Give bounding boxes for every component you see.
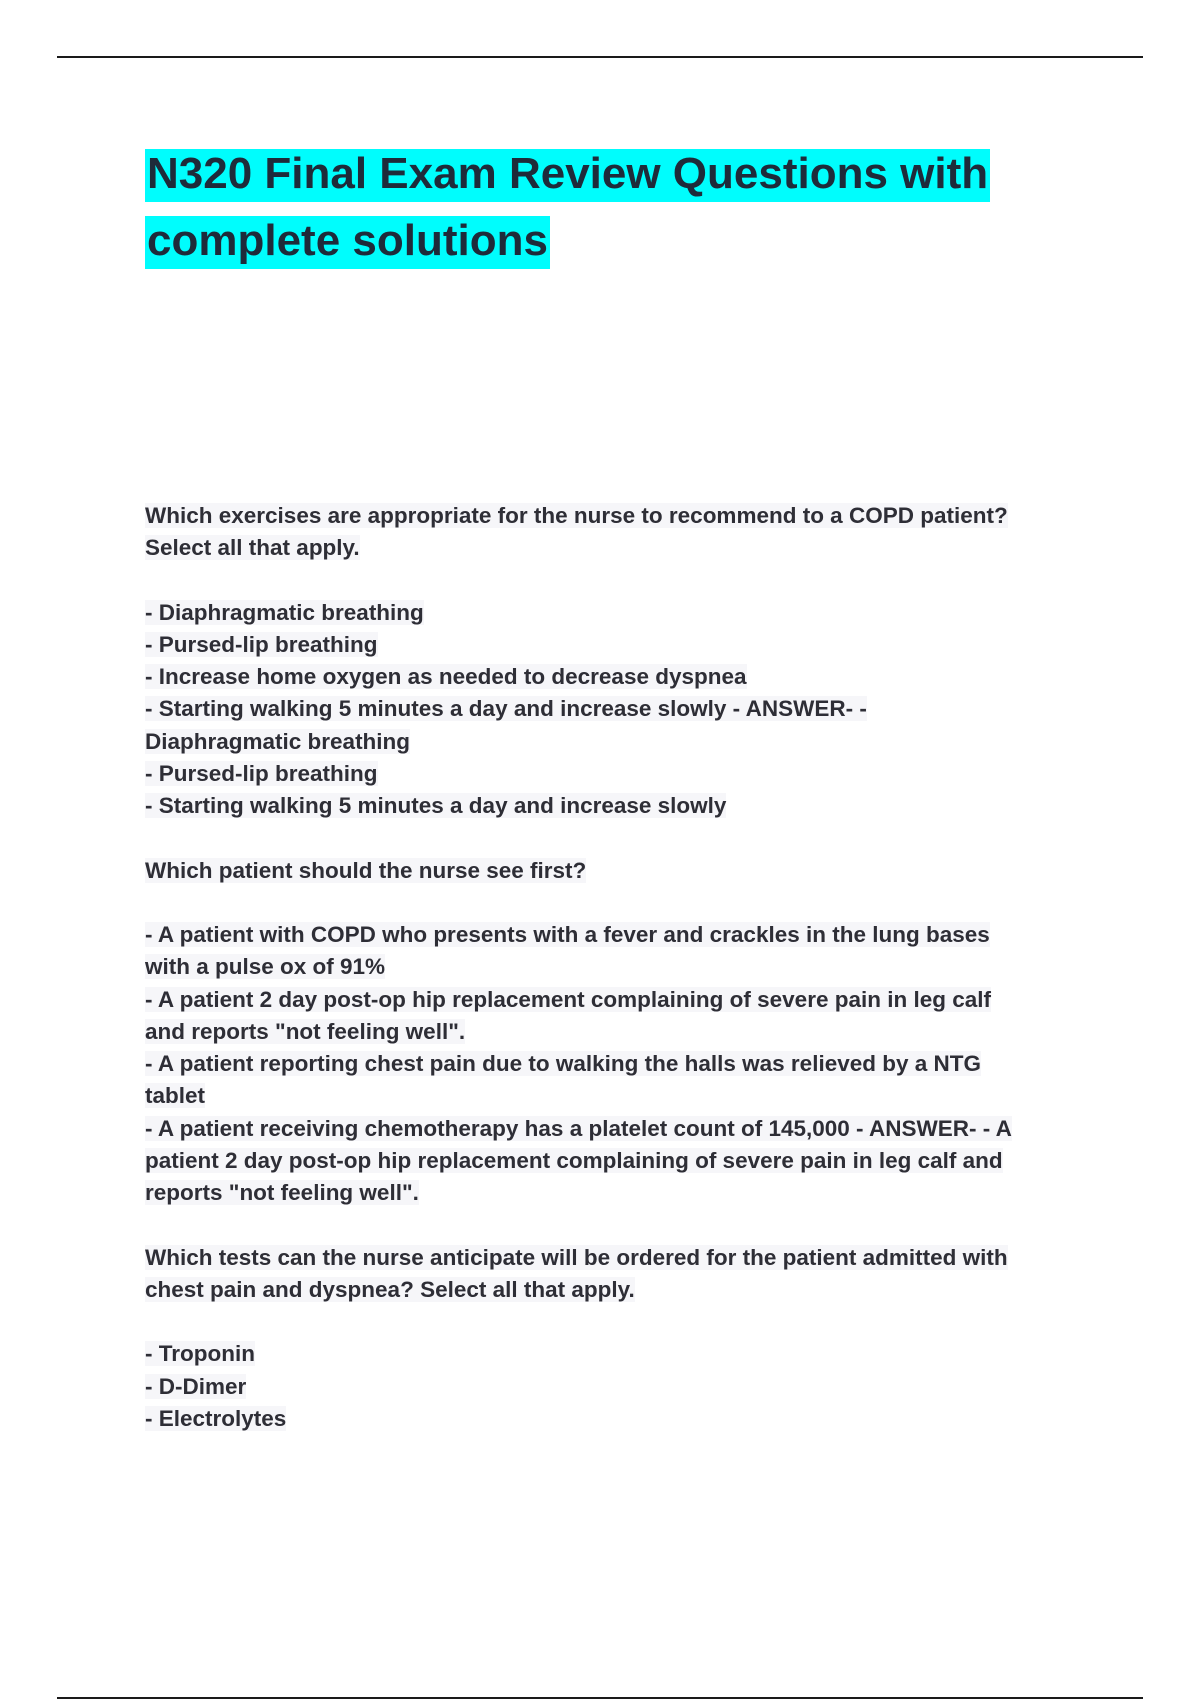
question-line: Which patient should the nurse see first?	[145, 857, 587, 883]
answer-line: - Starting walking 5 minutes a day and increase slowly	[145, 793, 727, 819]
question-line: Which exercises are appropriate for the nurse to recommend to a COPD patient?	[145, 503, 1008, 528]
option-line: - A patient 2 day post-op hip replacement complaining of severe pain in leg calf	[145, 986, 991, 1012]
document-body	[145, 500, 1095, 1435]
title-line-1: N320 Final Exam Review Questions with	[145, 149, 990, 202]
question-2	[145, 855, 1095, 1210]
option-line: tablet	[145, 1083, 206, 1109]
option-line: - Pursed-lip breathing	[145, 631, 378, 657]
option-line: - Electrolytes	[145, 1405, 287, 1431]
option-line: - A patient receiving chemotherapy has a platelet count of 145,000 - ANSWER- - A	[145, 1115, 1012, 1141]
answer-line: patient 2 day post-op hip replacement complaining of severe pain in leg calf and	[145, 1148, 1003, 1174]
option-line: - D-Dimer	[145, 1373, 247, 1399]
option-line: and reports "not feeling well".	[145, 1018, 466, 1044]
option-line: - Diaphragmatic breathing	[145, 599, 424, 625]
title-block	[145, 140, 1095, 274]
question-line: Select all that apply.	[145, 535, 360, 561]
page-title	[145, 140, 1095, 274]
answer-line: Diaphragmatic breathing	[145, 728, 411, 754]
title-line-2: complete solutions	[145, 216, 550, 269]
option-line: - A patient with COPD who presents with a fever and crackles in the lung bases	[145, 921, 990, 947]
question-line: Which tests can the nurse anticipate will be ordered for the patient admitted with	[145, 1244, 1008, 1270]
bottom-rule	[57, 1697, 1143, 1699]
question-line: chest pain and dyspnea? Select all that apply.	[145, 1276, 635, 1302]
question-1	[145, 500, 1095, 823]
option-line: - Troponin	[145, 1341, 255, 1367]
answer-line: - Pursed-lip breathing	[145, 761, 378, 787]
option-line: - Increase home oxygen as needed to decrease dyspnea	[145, 664, 747, 690]
question-3	[145, 1242, 1095, 1435]
option-line: - Starting walking 5 minutes a day and increase slowly - ANSWER- -	[145, 696, 867, 722]
top-rule	[57, 56, 1143, 58]
answer-line: reports "not feeling well".	[145, 1180, 419, 1206]
option-line: - A patient reporting chest pain due to walking the halls was relieved by a NTG	[145, 1051, 981, 1077]
option-line: with a pulse ox of 91%	[145, 954, 386, 980]
